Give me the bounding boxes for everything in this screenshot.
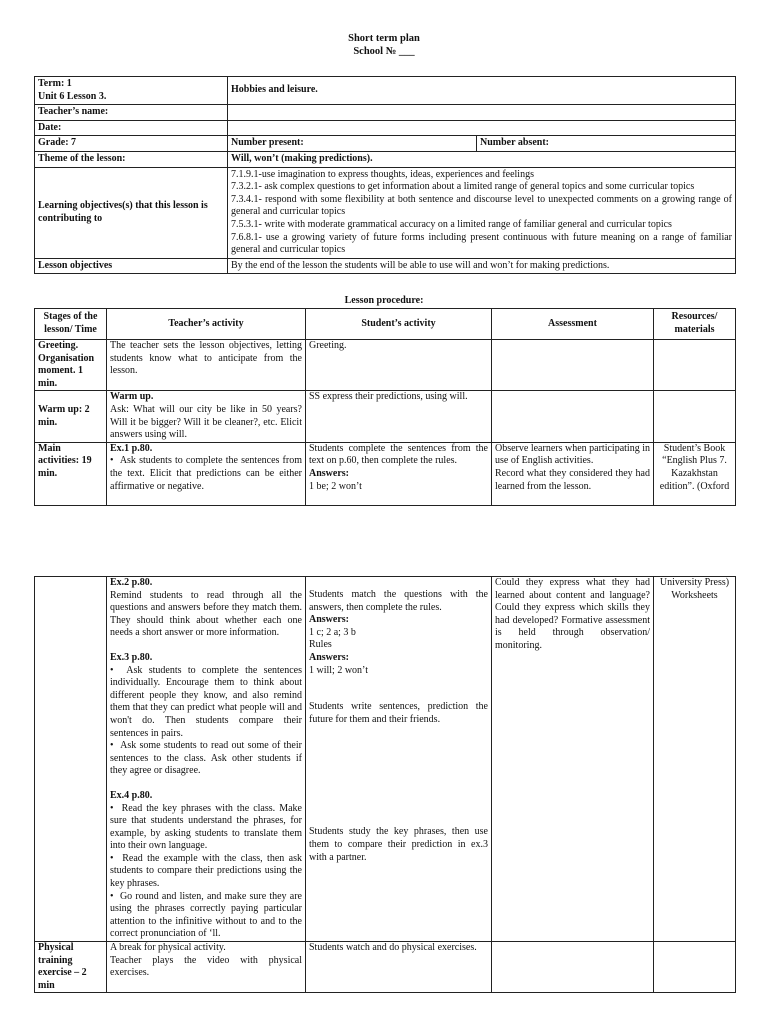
teacher-name-label: Teacher’s name: — [35, 105, 228, 121]
table-header-row — [35, 309, 736, 340]
rules-answers-label: Answers: — [309, 651, 349, 663]
objective-item: 7.1.9.1-use imagination to express thoughts, ideas, experiences and feelings — [231, 168, 534, 180]
date-value — [228, 120, 736, 136]
ex3-student-text: Students write sentences, prediction the future for them and their friends. — [309, 701, 488, 725]
table-row — [35, 136, 736, 152]
ex2-title: Ex.2 p.80. — [110, 577, 153, 588]
rules-answers: 1 will; 2 won’t — [309, 664, 368, 676]
assessment-warmup — [492, 391, 654, 442]
term-label: Term: 1 — [38, 78, 72, 89]
header-student-activity: Student’s activity — [306, 309, 492, 340]
objective-item: 7.3.2.1- ask complex questions to get information about a limited range of general topics and some curricular topics — [231, 181, 695, 193]
table-row — [35, 577, 736, 942]
student-physical: Students watch and do physical exercises. — [306, 942, 492, 993]
table-row — [35, 120, 736, 136]
table-row — [35, 258, 736, 274]
ex4-bullet: • Read the example with the class, then ask students to compare their predictions using the key phrases. — [110, 853, 302, 891]
student-greeting: Greeting. — [306, 340, 492, 391]
document-title: Short term plan — [348, 33, 420, 44]
theme-value: Will, won’t (making predictions). — [228, 151, 736, 167]
ex2-answers-label: Answers: — [309, 614, 349, 626]
resources-main: Student’s Book “English Plus 7. Kazakhstan edition”. (Oxford — [654, 442, 736, 505]
table-row — [35, 340, 736, 391]
table-row — [35, 391, 736, 442]
physical-break: A break for physical activity. — [110, 942, 226, 954]
resources-warmup — [654, 391, 736, 442]
assessment-continued: Could they express what they had learned about content and language? Could they express which skills they had developed? Formative assessment is held through observation/ monitoring. — [492, 577, 654, 942]
header-stage: Stages of the lesson/ Time — [35, 309, 107, 340]
lesson-procedure-title: Lesson procedure: — [344, 295, 424, 306]
ex1-answers: 1 be; 2 won’t — [309, 480, 362, 492]
school-number: School № ___ — [353, 46, 415, 57]
objective-item: 7.6.8.1- use a growing variety of future forms including present continuous with future meaning on a range of familiar general and curricular topics — [231, 231, 732, 256]
teacher-greeting: The teacher sets the lesson objectives, letting students know what to anticipate from the lesson. — [107, 340, 306, 391]
resources-greeting — [654, 340, 736, 391]
ex4-bullet: • Go round and listen, and make sure they are using the phrases correctly paying particular attention to the infinitive without to and to the correct pronunciation of ‘ll. — [110, 891, 302, 941]
table-row — [35, 77, 736, 105]
ex1-answers-label: Answers: — [309, 467, 349, 479]
student-warmup: SS express their predictions, using will. — [306, 391, 492, 442]
ex2-answers: 1 c; 2 a; 3 b — [309, 626, 356, 638]
rules-label: Rules — [309, 639, 332, 651]
assessment-physical — [492, 942, 654, 993]
objective-item: 7.5.3.1- write with moderate grammatical accuracy on a limited range of familiar general and curricular topics — [231, 218, 672, 230]
ex3-bullet: • Ask students to complete the sentences individually. Encourage them to think about different people they know, and also remind them that they can predict what people will and won't do. Then students compare their sentences in pairs. — [110, 665, 302, 741]
ex2-text: Remind students to read through all the questions and answers before they match them. They should think about whether each one needs a short answer or more information. — [110, 589, 302, 639]
ex2-student-text: Students match the questions with the answers, then complete the rules. — [309, 589, 488, 613]
teacher-physical — [107, 942, 306, 993]
term-unit-cell — [35, 77, 228, 105]
grade-label: Grade: 7 — [35, 136, 228, 152]
assessment-greeting — [492, 340, 654, 391]
lesson-info-table — [34, 76, 736, 274]
table-row — [35, 105, 736, 121]
ex4-bullet: • Read the key phrases with the class. Make sure that students understand the phrases, for example, by asking students to translate them into their own language. — [110, 803, 302, 853]
ex3-bullet: • Ask some students to read out some of their sentences to the class. Ask other students if they agree or disagree. — [110, 740, 302, 778]
student-continued — [306, 577, 492, 942]
assessment-main — [492, 442, 654, 505]
header-assessment: Assessment — [492, 309, 654, 340]
resources-physical — [654, 942, 736, 993]
assessment-observe: Observe learners when participating in use of English activities. — [495, 442, 650, 467]
teacher-warmup — [107, 391, 306, 442]
student-main — [306, 442, 492, 505]
stage-physical: Physical training exercise – 2 min — [35, 942, 107, 993]
warmup-title: Warm up. — [110, 391, 154, 403]
table-row — [35, 167, 736, 258]
ex1-text: • Ask students to complete the sentences from the text. Elicit that predictions can be either affirmative or negative. — [110, 455, 302, 493]
stage-warmup: Warm up: 2 min. — [35, 391, 107, 442]
ex3-title: Ex.3 p.80. — [110, 651, 153, 663]
header-teacher-activity: Teacher’s activity — [107, 309, 306, 340]
learning-objectives-label: Learning objectives(s) that this lesson is contributing to — [35, 167, 228, 258]
teacher-name-value — [228, 105, 736, 121]
lesson-procedure-table — [34, 308, 736, 506]
assessment-record: Record what they considered they had learned from the lesson. — [495, 467, 650, 492]
table-row — [35, 442, 736, 505]
lesson-procedure-table-continued — [34, 576, 736, 993]
ex1-student-text: Students complete the sentences from the text on p.60, then complete the rules. — [309, 442, 488, 467]
lesson-objectives-label: Lesson objectives — [35, 258, 228, 274]
ex4-student-text: Students study the key phrases, then use them to compare their prediction in ex.3 with a partner. — [309, 826, 488, 863]
lesson-objectives-value: By the end of the lesson the students will be able to use will and won’t for making predictions. — [228, 258, 736, 274]
header-resources: Resources/ materials — [654, 309, 736, 340]
ex1-title: Ex.1 p.80. — [110, 442, 153, 454]
table-row — [35, 151, 736, 167]
stage-greeting: Greeting. Organisation moment. 1 min. — [35, 340, 107, 391]
stage-continued — [35, 577, 107, 942]
theme-label: Theme of the lesson: — [35, 151, 228, 167]
number-absent-label: Number absent: — [477, 136, 736, 152]
topic-cell: Hobbies and leisure. — [228, 77, 736, 105]
stage-main: Main activities: 19 min. — [35, 442, 107, 505]
document-header — [0, 32, 768, 58]
teacher-continued — [107, 577, 306, 942]
date-label: Date: — [35, 120, 228, 136]
number-present-label: Number present: — [228, 136, 477, 152]
teacher-main — [107, 442, 306, 505]
objective-item: 7.3.4.1- respond with some flexibility at both sentence and discourse level to unexpected comments on a growing range of general and curricular topics — [231, 193, 732, 218]
unit-label: Unit 6 Lesson 3. — [38, 90, 107, 102]
warmup-text: Ask: What will our city be like in 50 years? Will it be bigger? Will it be cleaner?, etc. Elicit answers using will. — [110, 403, 302, 441]
ex4-title: Ex.4 p.80. — [110, 789, 153, 801]
resources-continued: University Press) Worksheets — [654, 577, 736, 942]
physical-video: Teacher plays the video with physical exercises. — [110, 954, 302, 979]
learning-objectives-list — [228, 167, 736, 258]
table-row — [35, 942, 736, 993]
